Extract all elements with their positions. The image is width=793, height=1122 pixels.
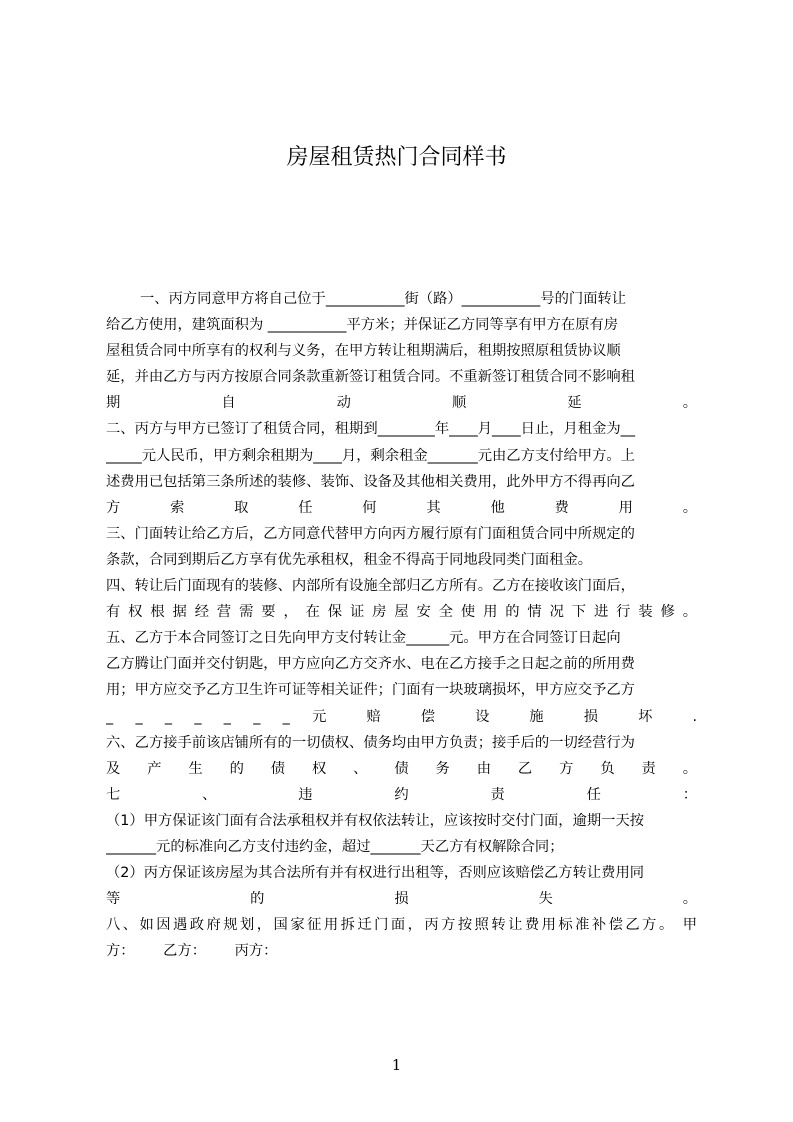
text-line: 三、门面转让给乙方后，乙方同意代替甲方向丙方履行原有门面租赁合同中所规定的	[106, 525, 635, 542]
text-line: 七 、 违 约 责 任 ：	[106, 786, 697, 803]
text-line: 八、如因遇政府规划，国家征用拆迁门面，丙方按照转让费用标准补偿乙方。 甲	[106, 917, 697, 934]
text-line: 条款，合同到期后乙方享有优先承租权，租金不得高于同地段同类门面租金。	[106, 551, 593, 568]
text-line: 屋租赁合同中所享有的权利与义务，在甲方转让租期满后，租期按照原租赁协议顺	[106, 343, 621, 360]
text-line: 乙方腾让门面并交付钥匙，甲方应向乙方交齐水、电在乙方接手之日起之前的所用费	[106, 656, 635, 673]
text-line: 延，并由乙方与丙方按原合同条款重新签订租赁合同。不重新签订租赁合同不影响租	[106, 369, 635, 386]
text-line: _____元人民币，甲方剩余租期为____月，剩余租金_______元由乙方支付给甲方。上	[106, 447, 635, 464]
text-line: 六、乙方接手前该店铺所有的一切债权、债务均由甲方负责；接手后的一切经营行为	[106, 734, 635, 751]
text-line: 五、乙方于本合同签订之日先向甲方支付转让金______元。甲方在合同签订日起向	[106, 630, 621, 647]
text-line: _______元的标准向乙方支付违约金，超过_______天乙方有权解除合同；	[106, 838, 564, 855]
text-line: 方 索 取 任 何 其 他 费 用 。	[106, 499, 697, 516]
text-line: 给乙方使用，建筑面积为 ___________平方米；并保证乙方同等享有甲方在原有房	[106, 317, 619, 334]
text-line: 用；甲方应交予乙方卫生许可证等相关证件；门面有一块玻璃损坏，甲方应交予乙方	[106, 682, 635, 699]
text-line: 等 的 损 失 。	[106, 891, 697, 908]
text-line: 述费用已包括第三条所述的装修、装饰、设备及其他相关费用，此外甲方不得再向乙	[106, 473, 635, 490]
page-number: 1	[391, 1056, 402, 1074]
text-line: 有 权 根 据 经 营 需 要 ， 在 保 证 房 屋 安 全 使 用 的 情 况 下 进 行 装 修 。	[106, 604, 697, 621]
text-line: 期 自 动 顺 延 。	[106, 395, 697, 412]
text-line: 及 产 生 的 债 权 、 债 务 由 乙 方 负 责 。	[106, 760, 697, 777]
text-line: （2）丙方保证该房屋为其合法所有并有权进行出租等，否则应该赔偿乙方转让费用同	[106, 865, 645, 882]
text-line: （1）甲方保证该门面有合法承租权并有权依法转让，应该按时交付门面，逾期一天按	[106, 812, 645, 829]
text-line: _ _ _ _ _ _ _ 元 赔 偿 设 施 损 坏 .	[106, 708, 697, 725]
text-line: 二、丙方与甲方已签订了租赁合同，租期到________年____月____日止，月租金为__	[106, 421, 635, 438]
contract-body	[106, 286, 697, 964]
text-line: 一、丙方同意甲方将自己位于___________街（路）___________号的门面转让	[140, 291, 627, 307]
signature-line: 方： 乙方： 丙方：	[106, 943, 278, 960]
document-title: 房屋租赁热门合同样书	[286, 145, 507, 170]
text-line: 四、转让后门面现有的装修、内部所有设施全部归乙方所有。乙方在接收该门面后，	[106, 578, 635, 595]
